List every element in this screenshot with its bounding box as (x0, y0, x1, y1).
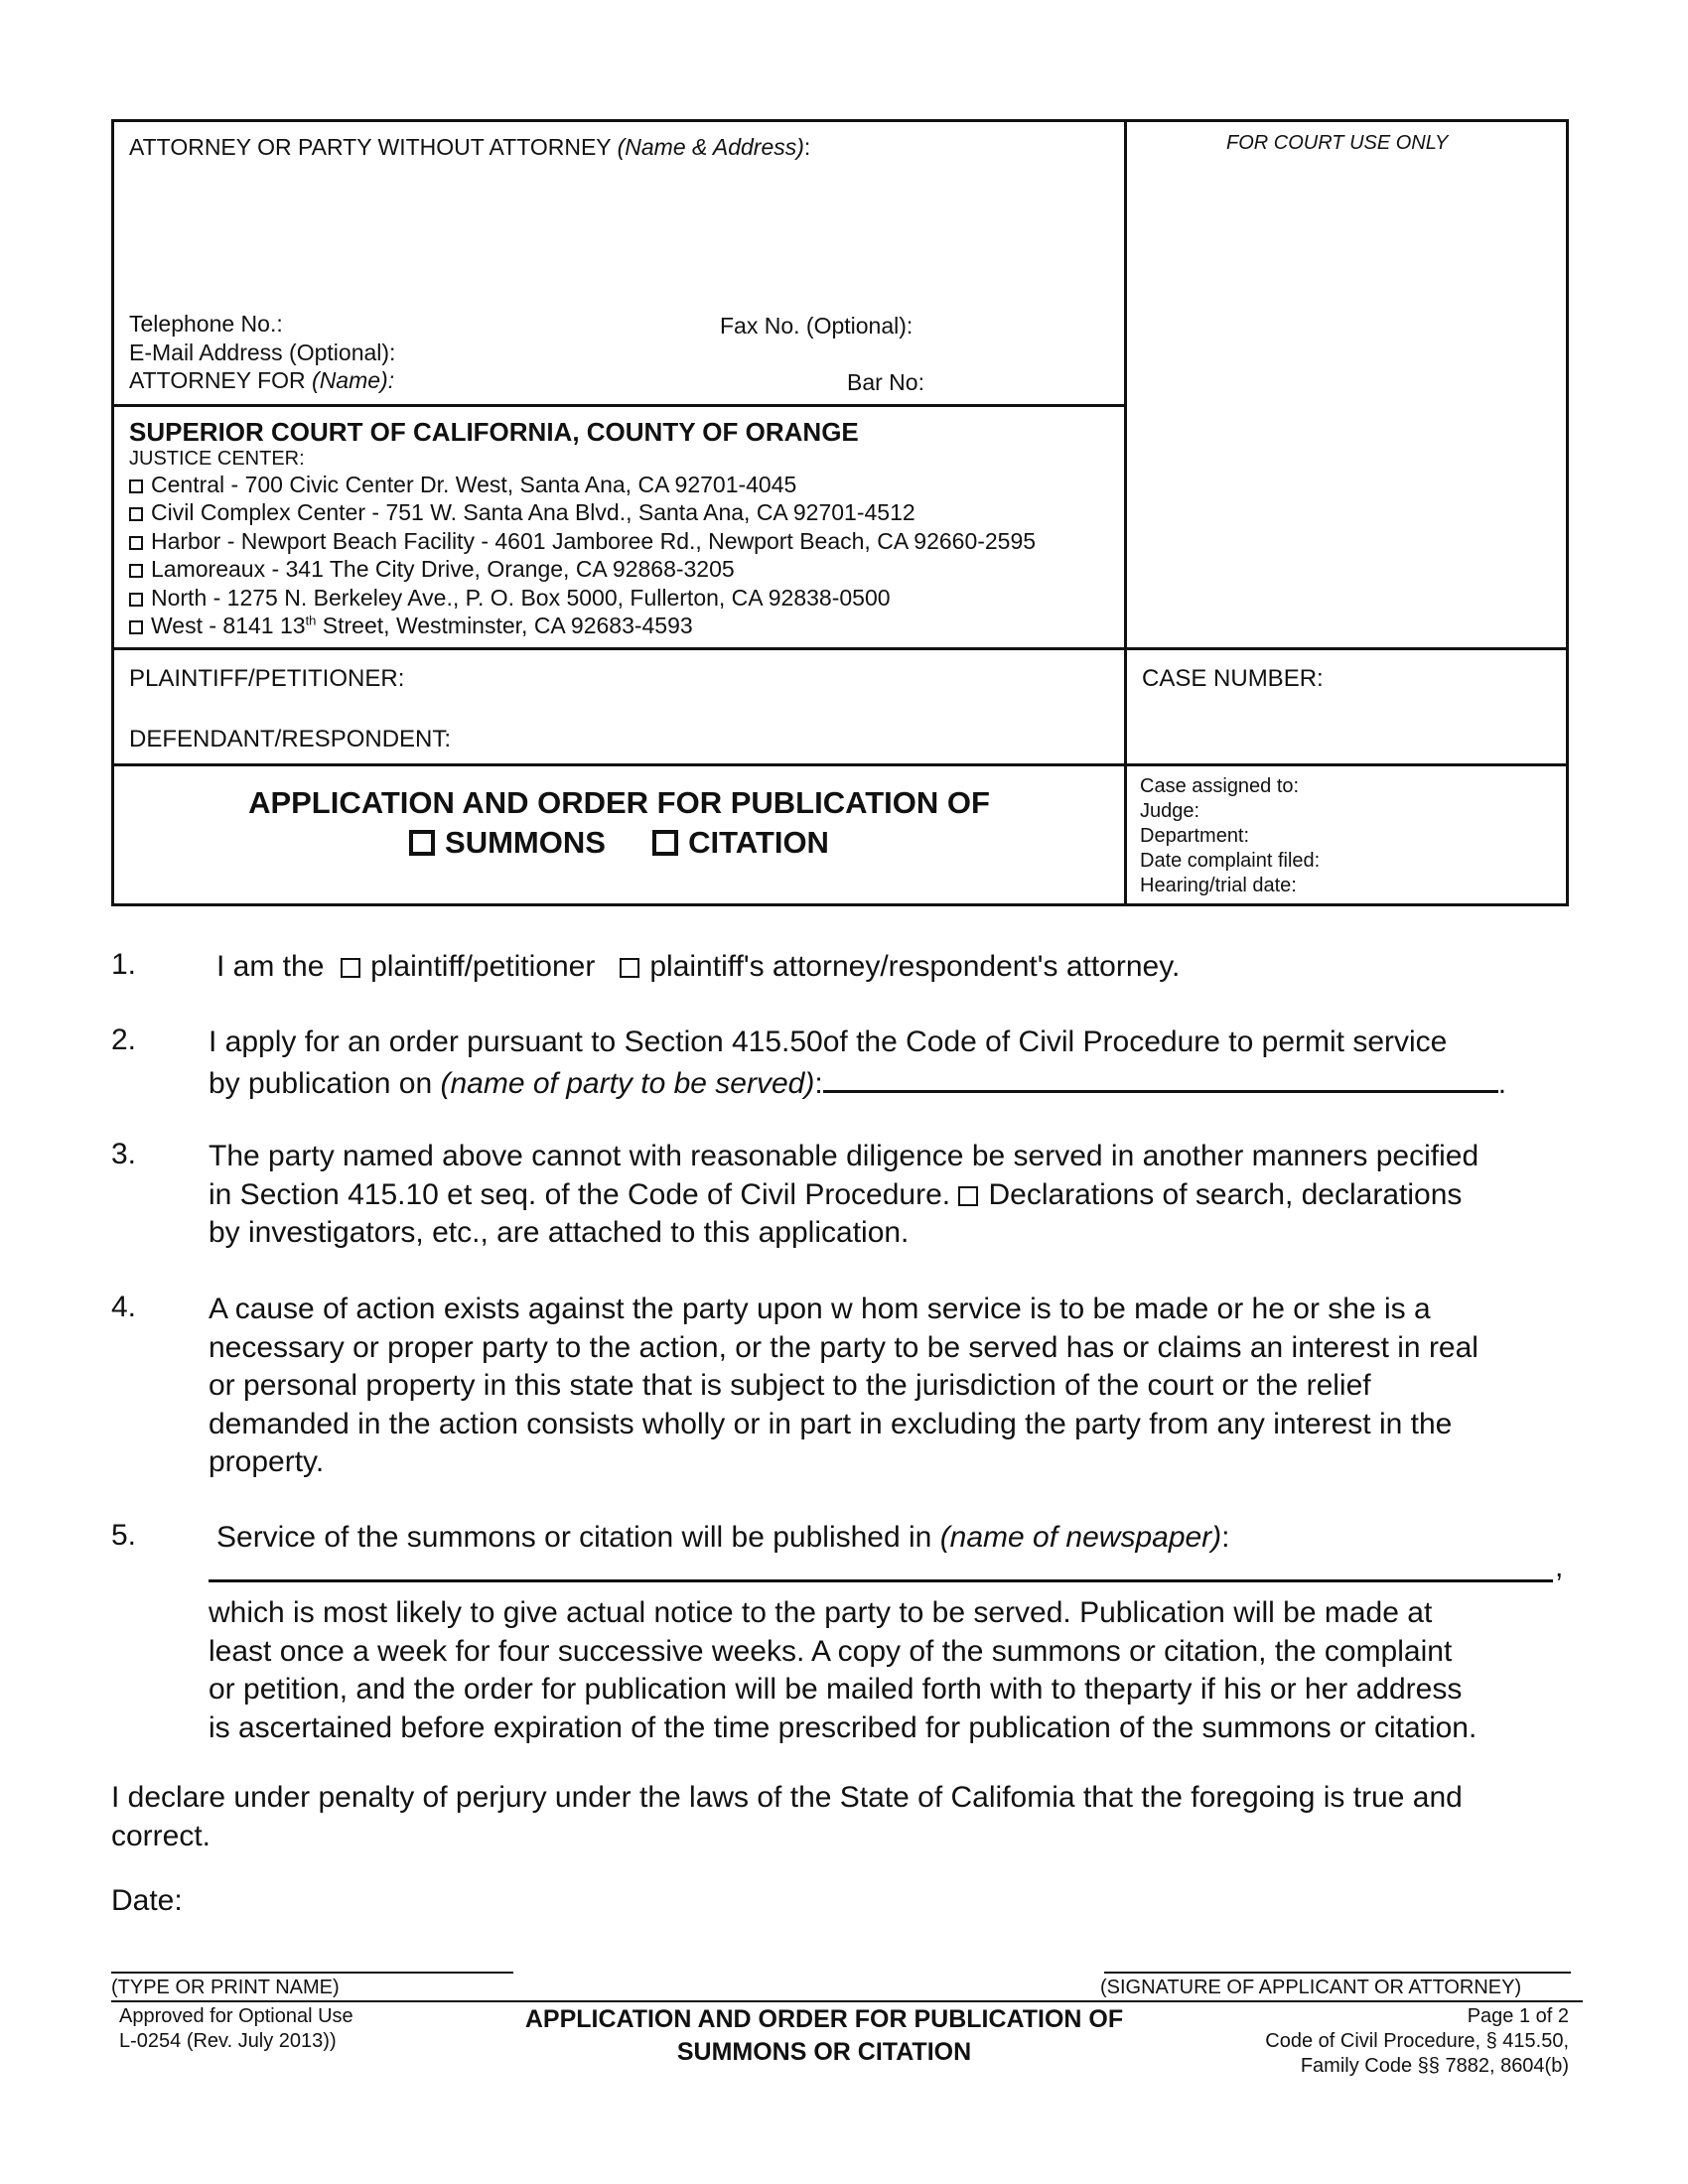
code-reference-2: Family Code §§ 7882, 8604(b) (1300, 2055, 1569, 2077)
telephone-label: Telephone No.: (129, 311, 283, 337)
center-option-north[interactable]: North - 1275 N. Berkeley Ave., P. O. Box 5000, Fullerton, CA 92838-0500 (129, 585, 891, 612)
code-reference-1: Code of Civil Procedure, § 415.50, (1265, 2030, 1569, 2052)
page-number: Page 1 of 2 (1467, 2005, 1569, 2027)
item-number: 2. (111, 1024, 137, 1056)
signature-label: (SIGNATURE OF APPLICANT OR ATTORNEY) (1100, 1977, 1522, 1998)
divider (114, 763, 1566, 766)
attorney-option[interactable]: plaintiff's attorney/respondent's attorney. (620, 950, 1180, 983)
plaintiff-label: PLAINTIFF/PETITIONER: (129, 665, 405, 692)
date-filed-label: Date complaint filed: (1140, 850, 1321, 872)
item-3: The party named above cannot with reasonable diligence be served in another manners pecified in Section 415.10 et seq. of the Code of Civil Procedure. Declarations of search, declarations by investigators, etc., are attached to this application. (209, 1140, 1479, 1249)
summons-option[interactable]: SUMMONS (409, 825, 606, 860)
center-option-west[interactable]: West - 8141 13th Street, Westminster, CA 92683-4593 (129, 613, 693, 639)
center-option-civil-complex[interactable]: Civil Complex Center - 751 W. Santa Ana Blvd., Santa Ana, CA 92701-4512 (129, 499, 915, 526)
judge-label: Judge: (1140, 800, 1200, 822)
item-4: A cause of action exists against the party upon w hom service is to be made or he or she is a necessary or proper party to the action, or the party to be served has or claims an interest in real or personal property in this state that is subject to the jurisdiction of the court or the relief demanded in the action consists wholly or in part in excluding the party from any interest in the property. (209, 1293, 1478, 1478)
case-assigned-label: Case assigned to: (1140, 775, 1300, 797)
citation-option[interactable]: CITATION (652, 825, 829, 860)
party-name-field[interactable] (823, 1062, 1498, 1093)
caption-box (111, 119, 1569, 906)
footer-title-1: APPLICATION AND ORDER FOR PUBLICATION OF (524, 2005, 1124, 2033)
footer-title-2: SUMMONS OR CITATION (676, 2038, 972, 2066)
center-option-lamoreaux[interactable]: Lamoreaux - 341 The City Drive, Orange, CA 92868-3205 (129, 556, 735, 583)
checkbox[interactable] (958, 1186, 978, 1206)
checkbox[interactable] (129, 536, 143, 550)
checkbox[interactable] (129, 564, 143, 578)
form-title: APPLICATION AND ORDER FOR PUBLICATION OF (248, 785, 990, 820)
item-5-body: which is most likely to give actual notice to the party to be served. Publication will be made at least once a week for four successive weeks. A copy of the summons or citation, the complaint or petition, and the order for publication will be mailed forth with to theparty if his or her address is ascertained before expiration of the time prescribed for publication of the summons or citation. (209, 1596, 1477, 1744)
item-number: 4. (111, 1291, 137, 1323)
divider (114, 647, 1566, 650)
case-number-label: CASE NUMBER: (1142, 665, 1324, 692)
checkbox[interactable] (620, 958, 639, 978)
checkbox[interactable] (341, 958, 360, 978)
item-1: I am the plaintiff/petitioner plaintiff's attorney/respondent's attorney. (216, 950, 1181, 983)
checkbox[interactable] (129, 479, 143, 493)
bar-no-label: Bar No: (847, 369, 924, 395)
item-number: 3. (111, 1138, 137, 1170)
date-label: Date: (111, 1884, 183, 1917)
item-number: 1. (111, 948, 137, 981)
form-number: L-0254 (Rev. July 2013)) (119, 2030, 337, 2052)
print-name-label: (TYPE OR PRINT NAME) (111, 1977, 340, 1998)
comma: , (1555, 1551, 1564, 1583)
hearing-date-label: Hearing/trial date: (1140, 875, 1297, 896)
declarations-option[interactable]: Declarations of search, declarations (958, 1178, 1462, 1211)
fax-label: Fax No. (Optional): (720, 313, 914, 339)
declaration: I declare under penalty of perjury under the laws of the State of Califomia that the foregoing is true and correct. (111, 1781, 1463, 1852)
divider (114, 404, 1124, 407)
checkbox[interactable] (652, 830, 678, 856)
checkbox[interactable] (129, 507, 143, 521)
newspaper-name-field[interactable] (209, 1552, 1553, 1582)
footer-rule (111, 2000, 1583, 2002)
item-2: I apply for an order pursuant to Section 415.50of the Code of Civil Procedure to permit service by publication on (name of party to be served): . (209, 1025, 1507, 1100)
signature-line[interactable] (1104, 1972, 1571, 1974)
justice-center-label: JUSTICE CENTER: (129, 448, 305, 470)
checkbox[interactable] (129, 620, 143, 634)
plaintiff-option[interactable]: plaintiff/petitioner (341, 950, 595, 983)
attorney-for-label: ATTORNEY FOR (Name): (129, 367, 395, 393)
item-5-line-1: Service of the summons or citation will be published in (name of newspaper): (216, 1521, 1230, 1554)
court-title: SUPERIOR COURT OF CALIFORNIA, COUNTY OF ORANGE (129, 417, 859, 447)
checkbox[interactable] (129, 593, 143, 607)
court-use-label: FOR COURT USE ONLY (1226, 132, 1449, 154)
center-option-harbor[interactable]: Harbor - Newport Beach Facility - 4601 Jamboree Rd., Newport Beach, CA 92660-2595 (129, 528, 1036, 555)
form-title-options (114, 825, 1124, 861)
attorney-label: ATTORNEY OR PARTY WITHOUT ATTORNEY (Name & Address): (129, 134, 811, 160)
center-option-central[interactable]: Central - 700 Civic Center Dr. West, Santa Ana, CA 92701-4045 (129, 472, 796, 498)
department-label: Department: (1140, 825, 1250, 847)
checkbox[interactable] (409, 830, 435, 856)
print-name-line[interactable] (111, 1972, 513, 1974)
defendant-label: DEFENDANT/RESPONDENT: (129, 726, 452, 752)
item-number: 5. (111, 1519, 137, 1552)
approved-label: Approved for Optional Use (119, 2005, 353, 2027)
column-divider (1124, 122, 1127, 903)
email-label: E-Mail Address (Optional): (129, 340, 396, 365)
